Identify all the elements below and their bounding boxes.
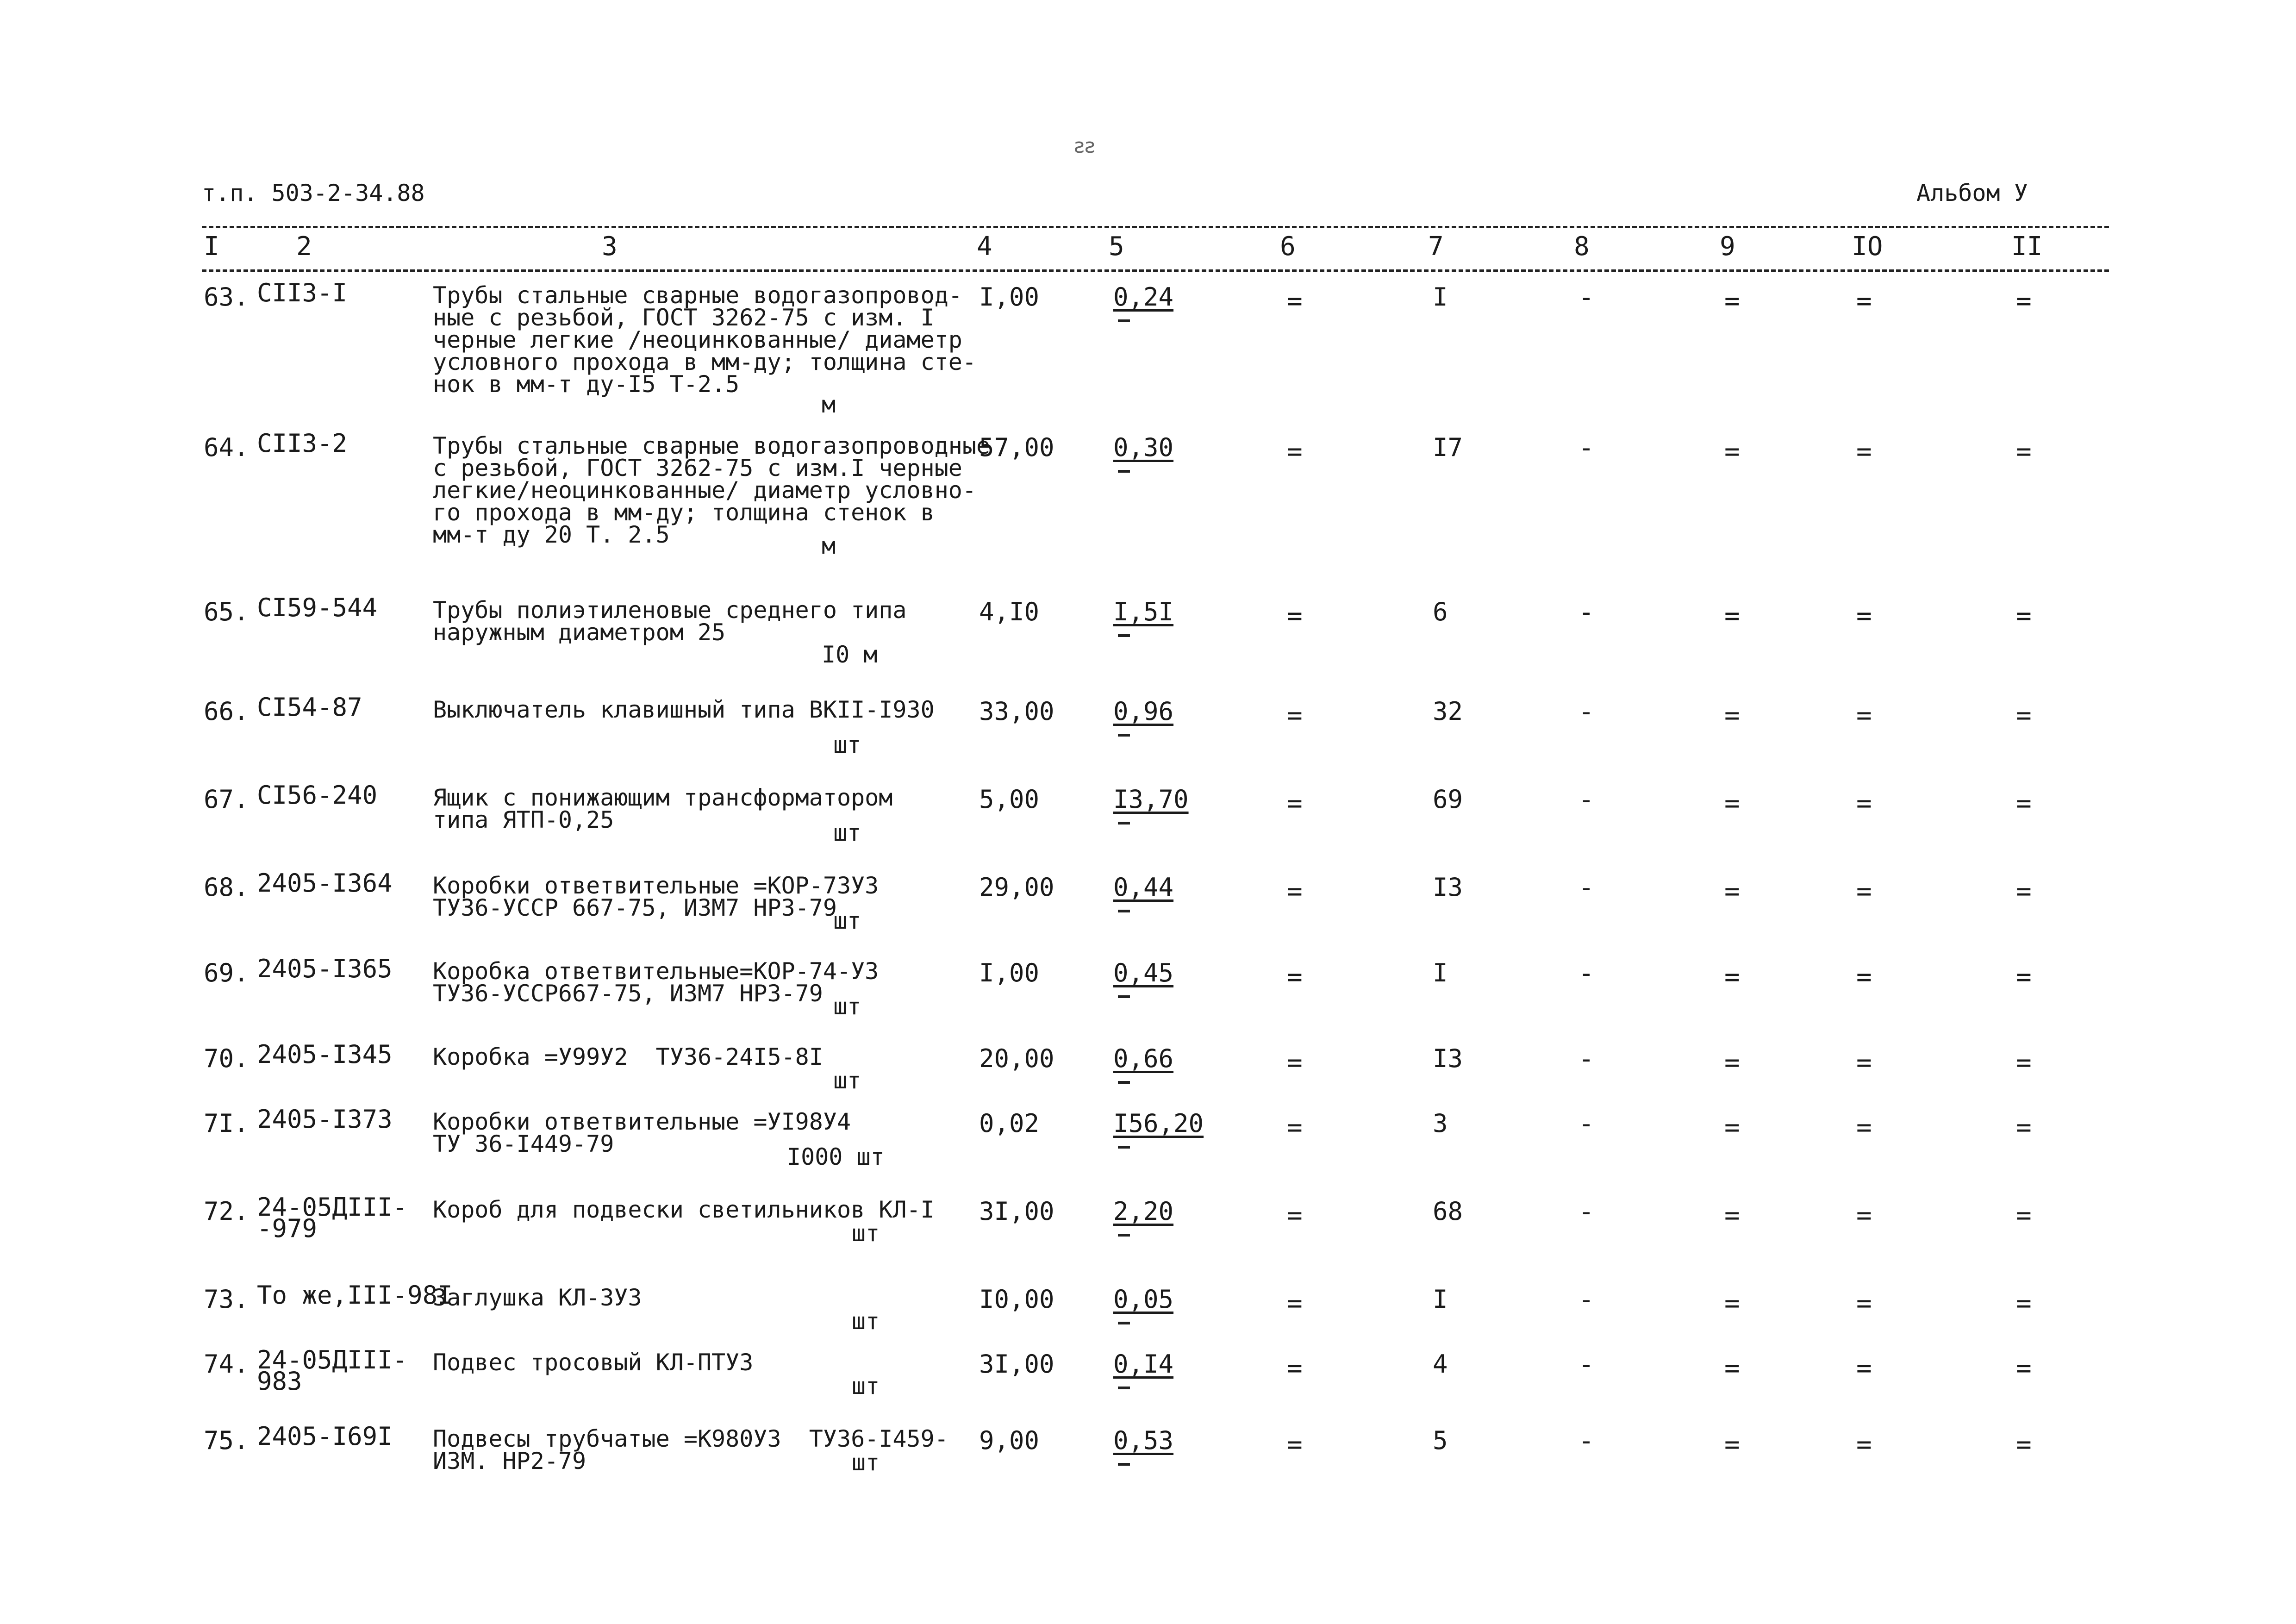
- col8-dash: -: [1578, 697, 1591, 727]
- item-unit: шт: [852, 1373, 880, 1399]
- col8-dash: -: [1578, 785, 1591, 815]
- item-quantity: 4,I0: [979, 597, 1040, 626]
- col6-ditto: =: [1287, 1048, 1300, 1078]
- col9-ditto: =: [1724, 700, 1737, 731]
- row-number: 75.: [204, 1426, 249, 1455]
- item-description: Выключатель клавишный типа ВКII-I930: [433, 696, 935, 723]
- column-header-10: IO: [1852, 231, 1883, 262]
- col7-value: 68: [1433, 1197, 1463, 1226]
- item-price: 0,45: [1113, 958, 1174, 987]
- col7-value: 32: [1433, 697, 1463, 726]
- col9-ditto: =: [1724, 1288, 1737, 1318]
- col7-value: I3: [1433, 873, 1463, 902]
- col6-ditto: =: [1287, 700, 1300, 731]
- item-quantity: 9,00: [979, 1426, 1040, 1455]
- col11-ditto: =: [2016, 1200, 2029, 1230]
- col6-ditto: =: [1287, 286, 1300, 316]
- item-unit: шт: [833, 731, 861, 758]
- column-header-1: I: [204, 231, 219, 262]
- col9-ditto: =: [1724, 1048, 1737, 1078]
- col8-dash: -: [1578, 1285, 1591, 1315]
- item-price: I,5I: [1113, 597, 1174, 626]
- row-number: 74.: [204, 1349, 249, 1379]
- col10-ditto: =: [1856, 1048, 1869, 1078]
- col8-dash: -: [1578, 1349, 1591, 1380]
- col9-ditto: =: [1724, 437, 1737, 467]
- item-code: CI56-240: [257, 781, 378, 810]
- col10-ditto: =: [1856, 788, 1869, 818]
- item-code: CI59-544: [257, 593, 378, 622]
- item-code: 2405-I364: [257, 868, 393, 898]
- row-number: 64.: [204, 433, 249, 462]
- row-number: 63.: [204, 282, 249, 312]
- item-price: 0,24: [1113, 282, 1174, 312]
- item-quantity: I,00: [979, 958, 1040, 987]
- price-ditto-stroke: [1118, 470, 1130, 473]
- item-price: 0,05: [1113, 1285, 1174, 1314]
- col11-ditto: =: [2016, 1112, 2029, 1143]
- item-quantity: 3I,00: [979, 1349, 1054, 1379]
- item-description: Трубы полиэтиленовые среднего типа наружным диаметром 25: [433, 597, 907, 646]
- item-quantity: I,00: [979, 282, 1040, 312]
- item-quantity: 57,00: [979, 433, 1054, 462]
- col7-value: 5: [1433, 1426, 1448, 1455]
- item-description: Подвесы трубчатые =К980У3 ТУ36-I459- ИЗМ. НР2-79: [433, 1425, 948, 1474]
- item-unit: I000 шт: [787, 1143, 885, 1170]
- col10-ditto: =: [1856, 1353, 1869, 1383]
- price-ditto-stroke: [1118, 822, 1130, 824]
- item-description: Трубы стальные сварные водогазопровод- ные с резьбой, ГОСТ 3262-75 с изм. I черные легкие /неоцинкованные/ диаметр условного прохода в мм-ду; толщина сте- нок в мм-т ду-I5 Т-2.5: [433, 282, 976, 398]
- price-ditto-stroke: [1118, 319, 1130, 322]
- column-header-2: 2: [296, 231, 312, 262]
- row-number: 72.: [204, 1197, 249, 1226]
- col9-ditto: =: [1724, 876, 1737, 906]
- header-bottom-rule: [202, 269, 2109, 272]
- album-label: Альбом У: [1916, 180, 2028, 206]
- col7-value: 6: [1433, 597, 1448, 626]
- item-code: 2405-I69I: [257, 1422, 393, 1451]
- col11-ditto: =: [2016, 1288, 2029, 1318]
- item-unit: шт: [852, 1449, 880, 1476]
- col7-value: I7: [1433, 433, 1463, 462]
- col6-ditto: =: [1287, 962, 1300, 992]
- item-description: Коробки ответвительные =УI98У4 ТУ 36-I449-79: [433, 1108, 851, 1157]
- column-header-7: 7: [1428, 231, 1444, 262]
- item-code: CII3-I: [257, 278, 348, 307]
- item-price: 0,30: [1113, 433, 1174, 462]
- item-unit: м: [822, 391, 836, 418]
- item-code: 24-05ДIII- -979: [257, 1193, 408, 1243]
- item-price: 0,44: [1113, 873, 1174, 902]
- item-price: I56,20: [1113, 1109, 1204, 1138]
- item-price: 0,53: [1113, 1426, 1174, 1455]
- column-header-11: II: [2011, 231, 2043, 262]
- item-description: Ящик с понижающим трансформатором типа ЯТП-0,25: [433, 784, 893, 833]
- col9-ditto: =: [1724, 788, 1737, 818]
- item-description: Короб для подвески светильников КЛ-I: [433, 1196, 935, 1223]
- col9-ditto: =: [1724, 601, 1737, 631]
- item-code: CI54-87: [257, 693, 362, 722]
- item-description: Трубы стальные сварные водогазопроводные с резьбой, ГОСТ 3262-75 с изм.I черные легкие/неоцинкованные/ диаметр условно- го прохода в мм-ду; толщина стенок в мм-т ду 20 Т. 2.5: [433, 432, 991, 548]
- col11-ditto: =: [2016, 601, 2029, 631]
- row-number: 65.: [204, 597, 249, 626]
- price-ditto-stroke: [1118, 734, 1130, 737]
- col10-ditto: =: [1856, 601, 1869, 631]
- row-number: 73.: [204, 1285, 249, 1314]
- price-ditto-stroke: [1118, 634, 1130, 637]
- col8-dash: -: [1578, 1426, 1591, 1456]
- col7-value: I: [1433, 958, 1448, 987]
- item-code: 2405-I345: [257, 1040, 393, 1069]
- col11-ditto: =: [2016, 286, 2029, 316]
- price-ditto-stroke: [1118, 1322, 1130, 1324]
- col10-ditto: =: [1856, 962, 1869, 992]
- header-top-rule: [202, 226, 2109, 228]
- col7-value: 4: [1433, 1349, 1448, 1379]
- col9-ditto: =: [1724, 1200, 1737, 1230]
- col8-dash: -: [1578, 1197, 1591, 1227]
- col8-dash: -: [1578, 597, 1591, 627]
- item-unit: м: [822, 532, 836, 559]
- item-code: То же,III-98I: [257, 1280, 453, 1310]
- column-header-5: 5: [1109, 231, 1124, 262]
- column-header-4: 4: [977, 231, 992, 262]
- column-header-9: 9: [1720, 231, 1735, 262]
- item-unit: шт: [833, 819, 861, 846]
- col6-ditto: =: [1287, 1200, 1300, 1230]
- col7-value: I3: [1433, 1044, 1463, 1073]
- item-description: Коробка =У99У2 ТУ36-24I5-8I: [433, 1043, 823, 1070]
- col6-ditto: =: [1287, 876, 1300, 906]
- col9-ditto: =: [1724, 1353, 1737, 1383]
- col10-ditto: =: [1856, 700, 1869, 731]
- row-number: 66.: [204, 697, 249, 726]
- item-code: 24-05ДIII- 983: [257, 1345, 408, 1396]
- column-header-3: 3: [602, 231, 618, 262]
- item-description: Подвес тросовый КЛ-ПТУ3: [433, 1349, 754, 1376]
- column-header-6: 6: [1280, 231, 1296, 262]
- item-unit: шт: [852, 1220, 880, 1247]
- item-quantity: I0,00: [979, 1285, 1054, 1314]
- col11-ditto: =: [2016, 1353, 2029, 1383]
- col10-ditto: =: [1856, 1288, 1869, 1318]
- col10-ditto: =: [1856, 437, 1869, 467]
- item-description: Коробки ответвительные =КОР-73У3 ТУ36-УССР 667-75, ИЗМ7 НР3-79: [433, 872, 879, 921]
- col6-ditto: =: [1287, 1353, 1300, 1383]
- price-ditto-stroke: [1118, 1234, 1130, 1237]
- item-unit: шт: [852, 1308, 880, 1335]
- document-code: т.п. 503-2-34.88: [202, 180, 425, 206]
- col11-ditto: =: [2016, 700, 2029, 731]
- col7-value: I: [1433, 1285, 1448, 1314]
- col9-ditto: =: [1724, 1430, 1737, 1460]
- column-header-8: 8: [1574, 231, 1590, 262]
- col10-ditto: =: [1856, 1200, 1869, 1230]
- col8-dash: -: [1578, 958, 1591, 988]
- col8-dash: -: [1578, 873, 1591, 903]
- col7-value: 3: [1433, 1109, 1448, 1138]
- col8-dash: -: [1578, 1044, 1591, 1074]
- col7-value: 69: [1433, 785, 1463, 814]
- item-price: 2,20: [1113, 1197, 1174, 1226]
- col6-ditto: =: [1287, 1112, 1300, 1143]
- col10-ditto: =: [1856, 876, 1869, 906]
- row-number: 67.: [204, 785, 249, 814]
- item-quantity: 29,00: [979, 873, 1054, 902]
- item-quantity: 0,02: [979, 1109, 1040, 1138]
- col6-ditto: =: [1287, 601, 1300, 631]
- price-ditto-stroke: [1118, 1463, 1130, 1466]
- col6-ditto: =: [1287, 788, 1300, 818]
- item-description: Коробка ответвительные=КОР-74-У3 ТУ36-УССР667-75, ИЗМ7 НР3-79: [433, 958, 879, 1007]
- row-number: 70.: [204, 1044, 249, 1073]
- item-unit: шт: [833, 907, 861, 934]
- price-ditto-stroke: [1118, 995, 1130, 998]
- item-price: 0,I4: [1113, 1349, 1174, 1379]
- col11-ditto: =: [2016, 788, 2029, 818]
- row-number: 7I.: [204, 1109, 249, 1138]
- item-code: 2405-I365: [257, 954, 393, 983]
- item-unit: шт: [833, 1067, 861, 1094]
- col8-dash: -: [1578, 282, 1591, 312]
- item-description: Заглушка КЛ-3У3: [433, 1284, 642, 1311]
- col9-ditto: =: [1724, 962, 1737, 992]
- col6-ditto: =: [1287, 437, 1300, 467]
- row-number: 68.: [204, 873, 249, 902]
- item-quantity: 33,00: [979, 697, 1054, 726]
- page-number: ꙅꙅ: [1074, 134, 1095, 158]
- col11-ditto: =: [2016, 1430, 2029, 1460]
- col10-ditto: =: [1856, 1430, 1869, 1460]
- col11-ditto: =: [2016, 876, 2029, 906]
- price-ditto-stroke: [1118, 1387, 1130, 1389]
- item-code: CII3-2: [257, 429, 348, 458]
- col11-ditto: =: [2016, 437, 2029, 467]
- item-quantity: 3I,00: [979, 1197, 1054, 1226]
- row-number: 69.: [204, 958, 249, 987]
- col8-dash: -: [1578, 1109, 1591, 1139]
- col7-value: I: [1433, 282, 1448, 312]
- item-quantity: 20,00: [979, 1044, 1054, 1073]
- col10-ditto: =: [1856, 1112, 1869, 1143]
- item-price: 0,66: [1113, 1044, 1174, 1073]
- price-ditto-stroke: [1118, 1146, 1130, 1149]
- price-ditto-stroke: [1118, 1081, 1130, 1084]
- item-quantity: 5,00: [979, 785, 1040, 814]
- item-unit: I0 м: [822, 641, 878, 668]
- col11-ditto: =: [2016, 962, 2029, 992]
- col11-ditto: =: [2016, 1048, 2029, 1078]
- col9-ditto: =: [1724, 286, 1737, 316]
- col6-ditto: =: [1287, 1430, 1300, 1460]
- col10-ditto: =: [1856, 286, 1869, 316]
- item-price: 0,96: [1113, 697, 1174, 726]
- col8-dash: -: [1578, 433, 1591, 463]
- price-ditto-stroke: [1118, 910, 1130, 912]
- item-unit: шт: [833, 993, 861, 1020]
- item-code: 2405-I373: [257, 1105, 393, 1134]
- item-price: I3,70: [1113, 785, 1189, 814]
- col6-ditto: =: [1287, 1288, 1300, 1318]
- col9-ditto: =: [1724, 1112, 1737, 1143]
